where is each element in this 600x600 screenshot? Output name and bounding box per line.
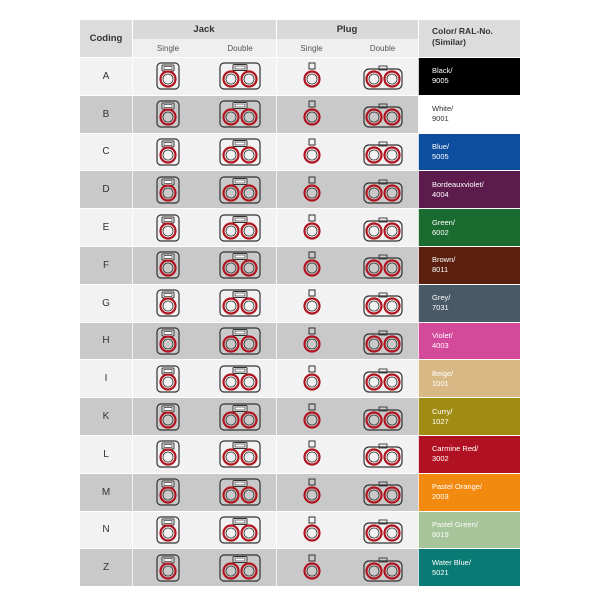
coding-header: Coding [80,20,132,57]
table-row [80,208,520,246]
plug-single-connector-icon [276,512,347,549]
color-label: Pastel Orange/ 2003 [432,482,483,502]
plug-single-connector-icon [276,247,347,284]
coding-cell: Z [102,562,110,574]
table-row [80,473,520,511]
coding-cell: H [102,335,110,347]
jack-single-connector-icon [132,549,204,586]
color-swatch-cell [418,549,520,586]
color-swatch-cell [418,247,520,284]
table-row [80,246,520,284]
jack-single-connector-icon [132,436,204,473]
plug-double-connector-icon [347,58,418,95]
jack-header: Jack [132,20,276,39]
color-swatch-cell [418,474,520,511]
plug-single-header: Single [276,39,347,57]
color-swatch-cell [418,323,520,360]
color-label: Beige/ 1001 [432,368,454,388]
table-row [80,397,520,435]
jack-double-connector-icon [204,247,276,284]
plug-single-connector-icon [276,285,347,322]
coding-cell: M [101,486,111,498]
jack-double-connector-icon [204,171,276,208]
coding-cell: I [104,373,108,385]
table-row [80,359,520,397]
plug-double-header: Double [347,39,418,57]
jack-double-connector-icon [204,474,276,511]
plug-single-connector-icon [276,323,347,360]
jack-double-connector-icon [204,398,276,435]
jack-double-header: Double [204,39,276,57]
color-label: Bordeauxviolet/ 4004 [432,179,484,199]
plug-double-connector-icon [347,134,418,171]
coding-cell: E [102,222,110,234]
color-swatch-cell [418,96,520,133]
color-swatch-cell [418,285,520,322]
plug-double-connector-icon [347,171,418,208]
color-label: Water Blue/ 5021 [432,557,471,577]
table-body [80,57,520,586]
table-row [80,548,520,586]
jack-double-connector-icon [204,360,276,397]
plug-double-connector-icon [347,285,418,322]
color-label: Black/ 9005 [432,66,453,86]
jack-double-connector-icon [204,134,276,171]
coding-cell: C [102,146,110,158]
jack-single-connector-icon [132,171,204,208]
color-label: Curry/ 1027 [432,406,453,426]
jack-single-connector-icon [132,323,204,360]
coding-cell: B [102,108,110,120]
jack-double-connector-icon [204,323,276,360]
coding-cell: G [102,297,110,309]
color-swatch-cell [418,58,520,95]
coding-cell: N [102,524,110,536]
color-swatch-cell [418,398,520,435]
color-label: White/ 9001 [432,104,454,124]
table-row [80,284,520,322]
jack-double-connector-icon [204,285,276,322]
table-row [80,95,520,133]
jack-single-connector-icon [132,96,204,133]
jack-double-connector-icon [204,209,276,246]
plug-double-connector-icon [347,247,418,284]
jack-single-connector-icon [132,512,204,549]
color-swatch-cell [418,171,520,208]
jack-single-connector-icon [132,209,204,246]
coding-cell: L [103,448,109,460]
table-row [80,322,520,360]
coding-cell: K [102,411,110,423]
coding-color-table [80,20,520,586]
color-label: Grey/ 7031 [432,293,451,313]
color-label: Violet/ 4003 [432,330,453,350]
jack-double-connector-icon [204,436,276,473]
jack-single-connector-icon [132,58,204,95]
jack-single-connector-icon [132,474,204,511]
table-row [80,57,520,95]
coding-cell: A [102,70,110,82]
plug-single-connector-icon [276,96,347,133]
plug-single-connector-icon [276,436,347,473]
coding-cell: F [102,259,110,271]
color-swatch-cell [418,360,520,397]
table-row [80,133,520,171]
plug-header: Plug [276,20,418,39]
plug-double-connector-icon [347,436,418,473]
table-row [80,511,520,549]
plug-double-connector-icon [347,398,418,435]
plug-double-connector-icon [347,512,418,549]
color-header [418,20,520,57]
table-header [80,20,520,57]
jack-double-connector-icon [204,549,276,586]
table-row [80,435,520,473]
jack-single-header: Single [132,39,204,57]
table-row [80,170,520,208]
jack-double-connector-icon [204,512,276,549]
coding-cell: D [102,184,110,196]
plug-double-connector-icon [347,549,418,586]
color-header-line2: (Similar) [432,37,467,47]
jack-single-connector-icon [132,134,204,171]
color-label: Blue/ 5005 [432,141,450,161]
jack-double-connector-icon [204,96,276,133]
plug-double-connector-icon [347,96,418,133]
color-swatch-cell [418,209,520,246]
plug-single-connector-icon [276,58,347,95]
jack-single-connector-icon [132,398,204,435]
plug-single-connector-icon [276,360,347,397]
color-label: Green/ 6002 [432,217,455,237]
jack-single-connector-icon [132,247,204,284]
color-label: Brown/ 8011 [432,255,456,275]
plug-single-connector-icon [276,474,347,511]
jack-single-connector-icon [132,360,204,397]
color-swatch-cell [418,134,520,171]
color-swatch-cell [418,512,520,549]
jack-single-connector-icon [132,285,204,322]
plug-double-connector-icon [347,360,418,397]
jack-double-connector-icon [204,58,276,95]
plug-single-connector-icon [276,398,347,435]
plug-single-connector-icon [276,171,347,208]
color-label: Carmine Red/ 3002 [432,444,479,464]
plug-double-connector-icon [347,323,418,360]
plug-single-connector-icon [276,209,347,246]
color-swatch-cell [418,436,520,473]
color-label: Pastel Green/ 6019 [432,519,478,539]
color-header-line1: Color/ RAL-No. [432,26,493,36]
plug-double-connector-icon [347,209,418,246]
plug-single-connector-icon [276,134,347,171]
plug-single-connector-icon [276,549,347,586]
plug-double-connector-icon [347,474,418,511]
